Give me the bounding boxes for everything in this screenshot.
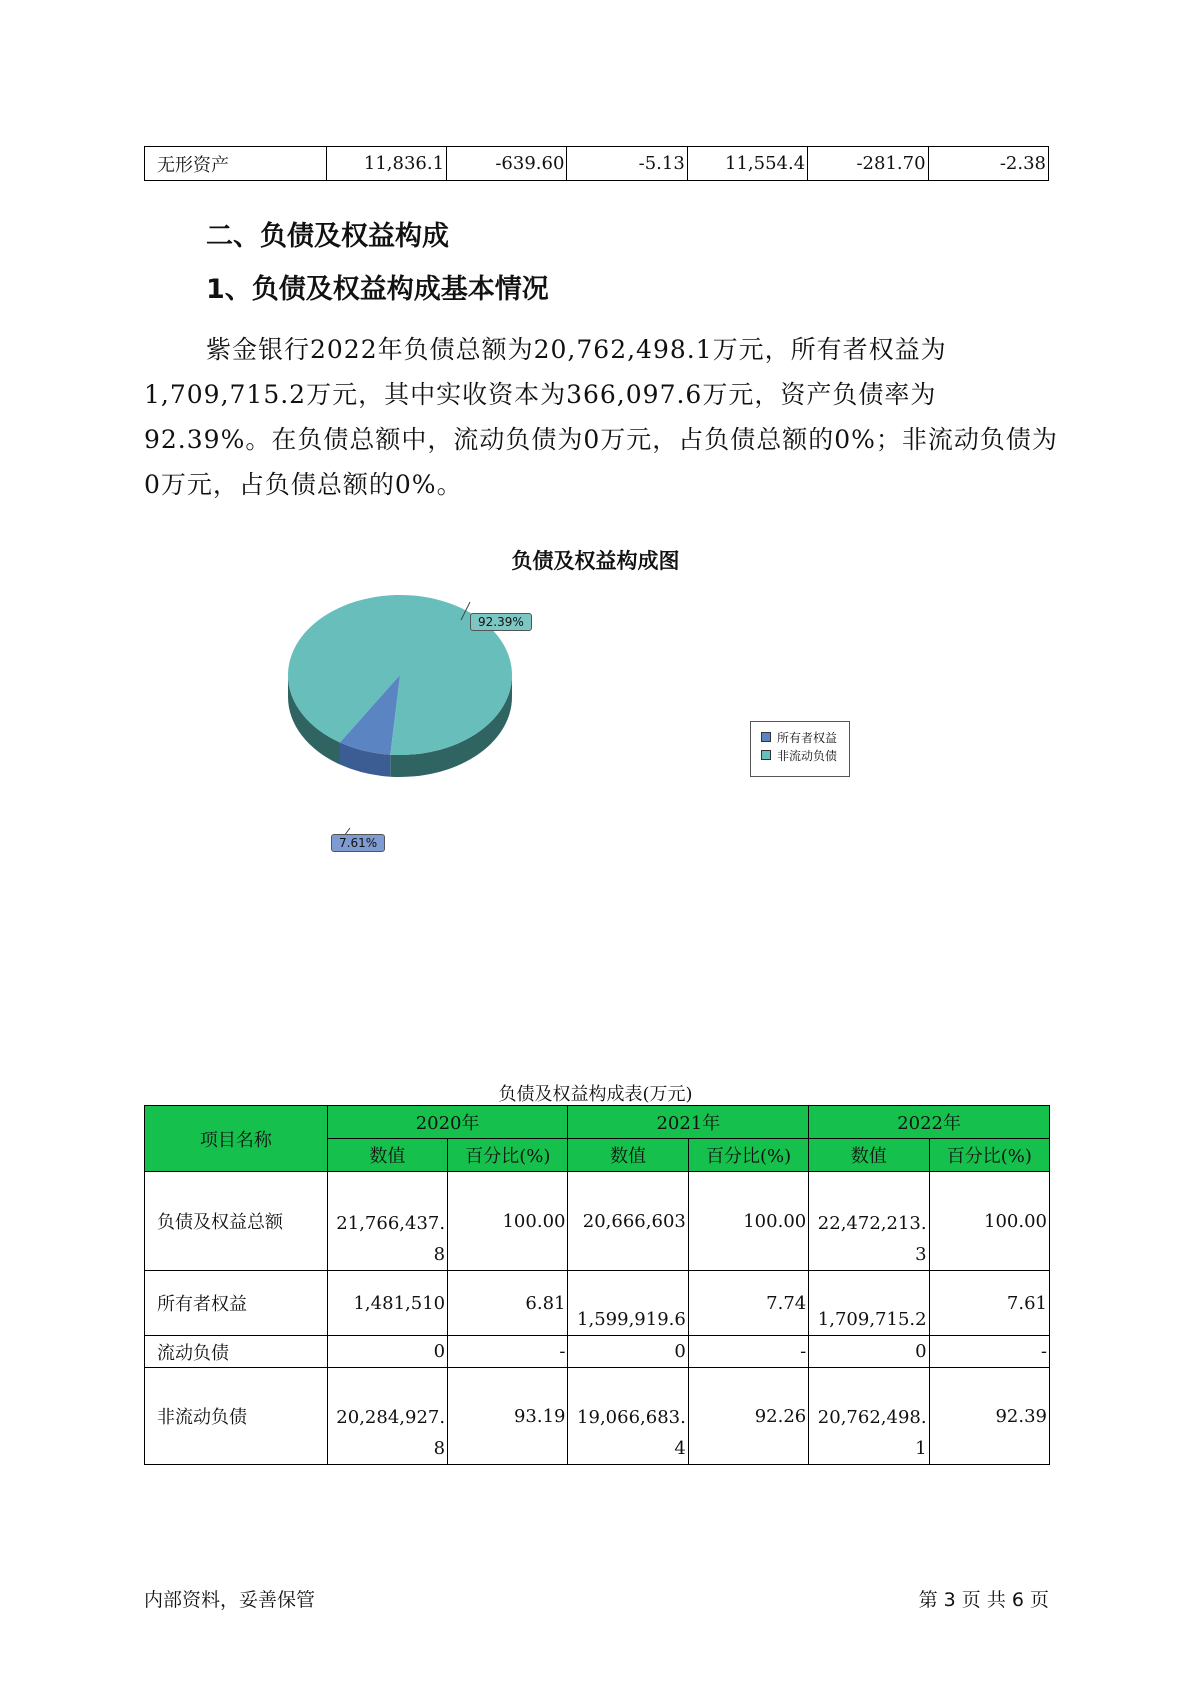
table-cell: 7.61 <box>929 1271 1049 1336</box>
table-cell: 92.39 <box>929 1368 1049 1465</box>
legend-swatch <box>761 750 771 760</box>
liabilities-equity-table <box>144 1105 1050 1465</box>
table-cell: 92.26 <box>688 1368 808 1465</box>
legend-swatch <box>761 732 771 742</box>
row-name: 非流动负债 <box>145 1368 328 1465</box>
table-cell: 6.81 <box>448 1271 568 1336</box>
table-cell: 21,766,437.8 <box>327 1172 447 1271</box>
header-value: 数值 <box>568 1139 688 1172</box>
row-name: 所有者权益 <box>145 1271 328 1336</box>
pie-chart <box>290 600 590 870</box>
table-cell: 1,709,715.2 <box>809 1271 929 1336</box>
footer-confidential: 内部资料，妥善保管 <box>144 1589 316 1611</box>
header-percent: 百分比(%) <box>448 1139 568 1172</box>
legend-label: 所有者权益 <box>777 730 838 745</box>
table-cell: 20,762,498.1 <box>809 1368 929 1465</box>
legend-label: 非流动负债 <box>777 748 838 763</box>
table-row <box>145 1271 1050 1336</box>
header-value: 数值 <box>809 1139 929 1172</box>
header-percent: 百分比(%) <box>688 1139 808 1172</box>
table-cell: - <box>688 1336 808 1368</box>
table-cell: 1,599,919.6 <box>568 1271 688 1336</box>
chart-title: 负债及权益构成图 <box>511 549 680 573</box>
table-cell: 20,666,603 <box>568 1172 688 1271</box>
header-year: 2021年 <box>568 1106 809 1139</box>
table-cell: -5.13 <box>567 147 687 181</box>
table-cell: 20,284,927.8 <box>327 1368 447 1465</box>
header-year: 2022年 <box>809 1106 1050 1139</box>
section-heading: 二、负债及权益构成 <box>206 221 449 252</box>
table-cell: 22,472,213.3 <box>809 1172 929 1271</box>
table-cell: 100.00 <box>929 1172 1049 1271</box>
header-percent: 百分比(%) <box>929 1139 1049 1172</box>
table-row <box>145 1368 1050 1465</box>
table-cell: 7.74 <box>688 1271 808 1336</box>
table-cell: -281.70 <box>808 147 928 181</box>
legend-item <box>761 728 849 746</box>
table-caption: 负债及权益构成表(万元) <box>498 1084 693 1105</box>
table-cell: 19,066,683.4 <box>568 1368 688 1465</box>
subsection-heading: 1、负债及权益构成基本情况 <box>206 274 549 305</box>
table-cell: 93.19 <box>448 1368 568 1465</box>
summary-paragraph: 紫金银行2022年负债总额为20,762,498.1万元，所有者权益为1,709,715.2万元，其中实收资本为366,097.6万元，资产负债率为92.39%。在负债总额中，流动负债为0万元，占负债总额的0%；非流动负债为0万元，占负债总额的0%。 <box>144 335 1058 499</box>
table-cell: 11,836.1 <box>326 147 446 181</box>
legend-item <box>761 746 849 764</box>
row-name: 流动负债 <box>145 1336 328 1368</box>
row-label: 无形资产 <box>145 147 327 181</box>
table-cell: - <box>448 1336 568 1368</box>
data-label-noncurrent: 92.39% <box>470 613 532 631</box>
table-cell: 0 <box>327 1336 447 1368</box>
header-value: 数值 <box>327 1139 447 1172</box>
footer-page-number: 第 3 页 共 6 页 <box>918 1589 1049 1611</box>
table-cell: 100.00 <box>688 1172 808 1271</box>
row-name: 负债及权益总额 <box>145 1172 328 1271</box>
table-cell: - <box>929 1336 1049 1368</box>
table-cell: 0 <box>809 1336 929 1368</box>
header-year: 2020年 <box>327 1106 568 1139</box>
table-cell: 0 <box>568 1336 688 1368</box>
table-cell: 11,554.4 <box>687 147 807 181</box>
table-row <box>145 1172 1050 1271</box>
table-header-row <box>145 1106 1050 1139</box>
chart-legend <box>750 721 850 777</box>
table-row <box>145 1336 1050 1368</box>
table-cell: 1,481,510 <box>327 1271 447 1336</box>
table-cell: -2.38 <box>928 147 1048 181</box>
table-cell: -639.60 <box>447 147 567 181</box>
intangible-assets-table <box>144 146 1049 181</box>
table-cell: 100.00 <box>448 1172 568 1271</box>
table-row <box>145 147 1049 181</box>
data-label-equity: 7.61% <box>331 834 385 852</box>
header-item-name: 项目名称 <box>145 1106 328 1172</box>
